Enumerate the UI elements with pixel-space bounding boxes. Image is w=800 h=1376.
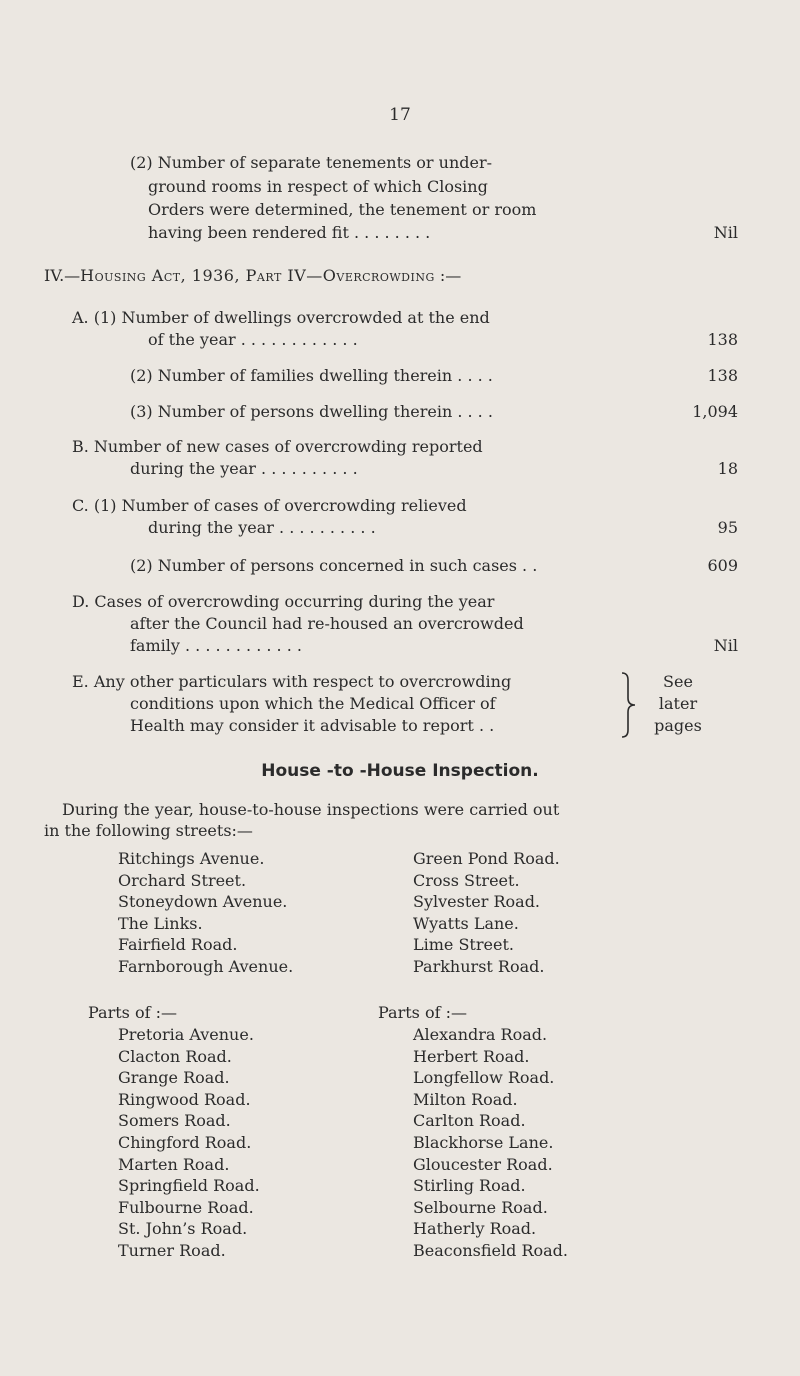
parts-street-list-item: Marten Road.: [118, 1154, 230, 1174]
street-list-item: Farnborough Avenue.: [118, 957, 294, 976]
page-number: 17: [389, 105, 411, 125]
item-2-line-3: Orders were determined, the tenement or room: [148, 200, 537, 219]
inspection-intro-line-2: in the following streets:—: [44, 821, 253, 840]
item-e-line-3: Health may consider it advisable to report . .: [130, 716, 495, 735]
parts-street-list-item: Gloucester Road.: [413, 1154, 553, 1174]
street-list-item: Cross Street.: [413, 870, 520, 890]
parts-street-list-item: Springfield Road.: [118, 1176, 260, 1196]
street-list-item: The Links.: [118, 913, 203, 933]
right-brace-icon: [618, 670, 642, 740]
item-a1-line-1: A. (1) Number of dwellings overcrowded at the end: [72, 308, 490, 327]
item-d-line-1: D. Cases of overcrowding occurring during the year: [72, 592, 495, 611]
street-list-item: Wyatts Lane.: [413, 913, 519, 933]
item-2-line-1: (2) Number of separate tenements or under-: [130, 153, 493, 172]
section-iv-heading: IV.—Housing Act, 1936, Part IV—Overcrowding :—: [44, 266, 462, 285]
parts-street-list-item: Carlton Road.: [413, 1111, 526, 1131]
parts-street-list-item: Stirling Road.: [413, 1176, 526, 1196]
inspection-intro-line-1: During the year, house-to-house inspections were carried out: [62, 800, 560, 819]
item-2-value: Nil: [713, 223, 738, 242]
item-2-line-4: having been rendered fit . . . . . . . .: [148, 223, 431, 242]
item-d-line-3: family . . . . . . . . . . . .: [130, 636, 302, 655]
street-list-item: Stoneydown Avenue.: [118, 892, 288, 912]
item-b-line-2: during the year . . . . . . . . . .: [130, 459, 358, 478]
item-c1-line-1: C. (1) Number of cases of overcrowding relieved: [72, 496, 467, 515]
street-list-item: Orchard Street.: [118, 870, 247, 890]
parts-of-label-right: Parts of :—: [378, 1003, 467, 1022]
item-c2-line-1: (2) Number of persons concerned in such cases . .: [130, 556, 538, 575]
item-e-value-line-1: See: [663, 672, 693, 691]
item-a1-value: 138: [707, 330, 738, 349]
item-a2-value: 138: [707, 366, 738, 385]
street-list-item: Fairfield Road.: [118, 935, 238, 955]
parts-street-list-item: Blackhorse Lane.: [413, 1133, 554, 1152]
parts-street-list-item: Alexandra Road.: [413, 1025, 548, 1044]
item-c2-value: 609: [707, 556, 738, 575]
item-e-value-line-3: pages: [654, 716, 702, 735]
item-a1-line-2: of the year . . . . . . . . . . . .: [148, 330, 358, 349]
item-b-value: 18: [717, 459, 738, 478]
street-list-item: Sylvester Road.: [413, 892, 541, 912]
item-a3-value: 1,094: [692, 402, 738, 421]
parts-street-list-item: Herbert Road.: [413, 1046, 530, 1066]
parts-street-list-item: Turner Road.: [118, 1241, 226, 1260]
parts-street-list-item: Fulbourne Road.: [118, 1197, 254, 1217]
parts-street-list-item: Longfellow Road.: [413, 1068, 555, 1088]
parts-street-list-item: Chingford Road.: [118, 1133, 252, 1152]
street-list-item: Lime Street.: [413, 935, 514, 955]
parts-street-list-item: Beaconsfield Road.: [413, 1241, 569, 1260]
item-c1-line-2: during the year . . . . . . . . . .: [148, 518, 376, 537]
item-d-value: Nil: [713, 636, 738, 655]
parts-street-list-item: Milton Road.: [413, 1089, 518, 1109]
parts-street-list-item: St. John’s Road.: [118, 1219, 248, 1239]
parts-of-label-left: Parts of :—: [88, 1003, 177, 1022]
item-c1-value: 95: [717, 518, 738, 537]
item-d-line-2: after the Council had re-housed an overcrowded: [130, 614, 524, 633]
street-list-item: Green Pond Road.: [413, 849, 560, 868]
parts-street-list-item: Somers Road.: [118, 1111, 231, 1131]
item-e-line-2: conditions upon which the Medical Officer of: [130, 694, 496, 713]
item-2-line-2: ground rooms in respect of which Closing: [148, 177, 488, 196]
item-e-line-1: E. Any other particulars with respect to overcrowding: [72, 672, 512, 691]
item-a3-line-1: (3) Number of persons dwelling therein . . . .: [130, 402, 493, 421]
item-e-value-line-2: later: [658, 694, 698, 713]
parts-street-list-item: Hatherly Road.: [413, 1219, 537, 1239]
item-a2-line-1: (2) Number of families dwelling therein . . . .: [130, 366, 493, 385]
parts-street-list-item: Ringwood Road.: [118, 1089, 251, 1109]
parts-street-list-item: Clacton Road.: [118, 1046, 232, 1066]
inspection-heading: House -to -House Inspection.: [261, 761, 539, 781]
parts-street-list-item: Grange Road.: [118, 1068, 230, 1088]
item-b-line-1: B. Number of new cases of overcrowding reported: [72, 437, 483, 456]
street-list-item: Parkhurst Road.: [413, 957, 545, 976]
parts-street-list-item: Pretoria Avenue.: [118, 1025, 254, 1044]
parts-street-list-item: Selbourne Road.: [413, 1197, 548, 1217]
street-list-item: Ritchings Avenue.: [118, 849, 265, 868]
